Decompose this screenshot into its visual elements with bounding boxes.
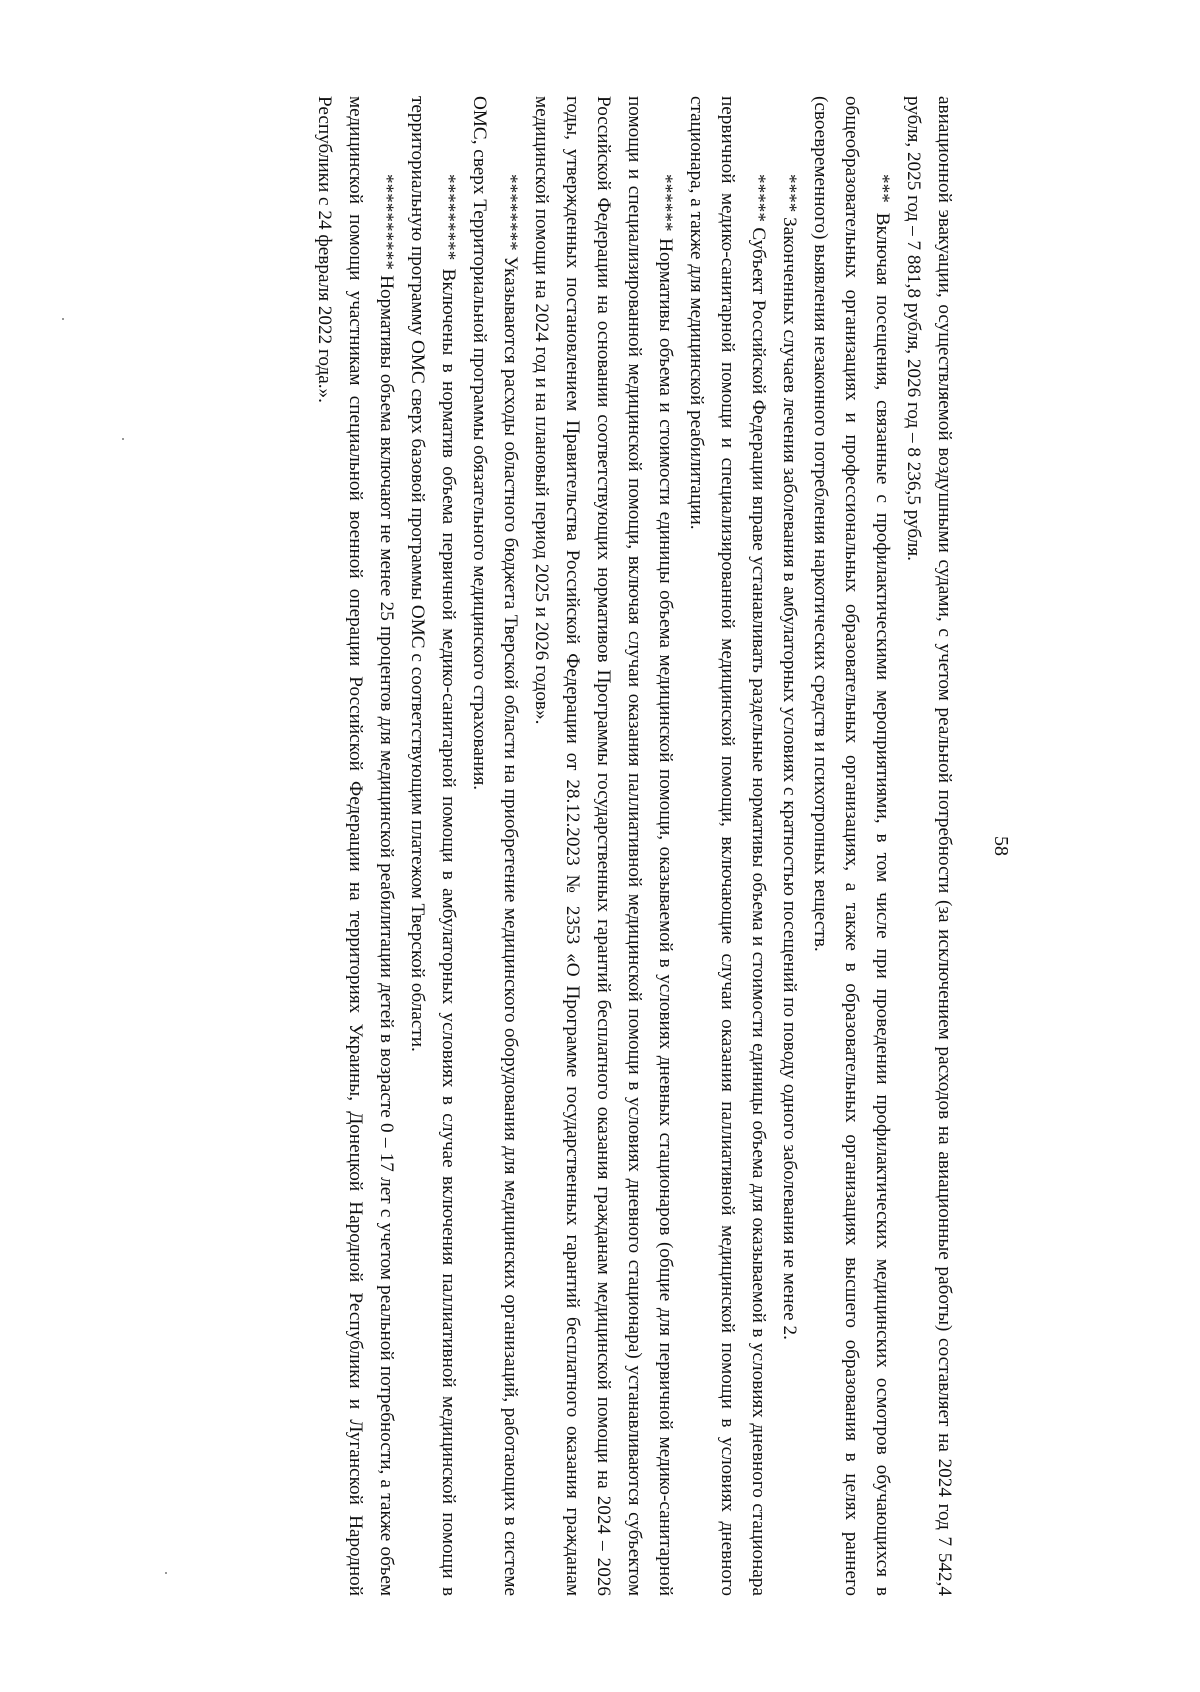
paragraph: ****** Нормативы объема и стоимости единицы объема медицинской помощи, оказываемой в условиях дневных стационаров (общие для первичной медико-санитарной помощи и специализированной медицинской помощи, включая случаи оказания паллиативной медицинской помощи в условиях дневного стационара) устанавливаются субъектом Российской Федерации на основании соответствующих нормативов Программы государственных гарантий бесплатного оказания гражданам медицинской помощи на 2024 – 2026 годы, утвержденных постановлением Правительства Российской Федерации от 28.12.2023 № 2353 «О Программе государственных гарантий бесплатного оказания гражданам медицинской помощи на 2024 год и на плановый период 2025 и 2026 годов». bbox=[531, 96, 676, 1596]
page-number: 58 bbox=[990, 836, 1012, 856]
scan-speck bbox=[62, 318, 64, 320]
paragraph: ********** Нормативы объема включают не менее 25 процентов для медицинской реабилитации детей в возрасте 0 – 17 лет с учетом реальной потребности, а также объем медицинской помощи участникам специальной военной операции Российской Федерации на территориях Украины, Донецкой Народной Республики и Луганской Народной Республики с 24 февраля 2022 года.». bbox=[314, 96, 397, 1596]
rotated-document-content bbox=[220, 96, 1012, 1596]
paragraph: *** Включая посещения, связанные с профилактическими мероприятиями, в том числе при проведении профилактических медицинских осмотров обучающихся в общеобразовательных организациях и профессиональных образовательных организациях, а также в образовательных организациях высшего образования в целях раннего (своевременного) выявления незаконного потребления наркотических средств и психотропных веществ. bbox=[810, 96, 893, 1596]
scan-speck bbox=[165, 1572, 167, 1574]
scan-speck bbox=[122, 438, 124, 440]
paragraph: ********* Включены в норматив объема первичной медико-санитарной помощи в амбулаторных условиях в случае включения паллиативной медицинской помощи в территориальную программу ОМС сверх базовой программы ОМС с соответствующим платежом Тверской области. bbox=[407, 96, 459, 1596]
paragraph: авиационной эвакуации, осуществляемой воздушными судами, с учетом реальной потребности (за исключением расходов на авиационные работы) составляет на 2024 год 7 542,4 рубля, 2025 год – 7 881,8 рубля, 2026 год – 8 236,5 рубля. bbox=[903, 96, 955, 1596]
paragraph: ***** Субъект Российской Федерации вправе устанавливать раздельные нормативы объема и стоимости единицы объема для оказываемой в условиях дневного стационара первичной медико-санитарной помощи и специализированной медицинской помощи, включающие случаи оказания паллиативной медицинской помощи в условиях дневного стационара, а также для медицинской реабилитации. bbox=[686, 96, 769, 1596]
footnotes-text bbox=[309, 96, 960, 1596]
paragraph: ******** Указываются расходы областного бюджета Тверской области на приобретение медицинского оборудования для медицинских организаций, работающих в системе ОМС, сверх Территориальной программы обязательного медицинского страхования. bbox=[469, 96, 521, 1596]
paragraph: **** Законченных случаев лечения заболевания в амбулаторных условиях с кратностью посещений по поводу одного заболевания не менее 2. bbox=[779, 174, 800, 1340]
